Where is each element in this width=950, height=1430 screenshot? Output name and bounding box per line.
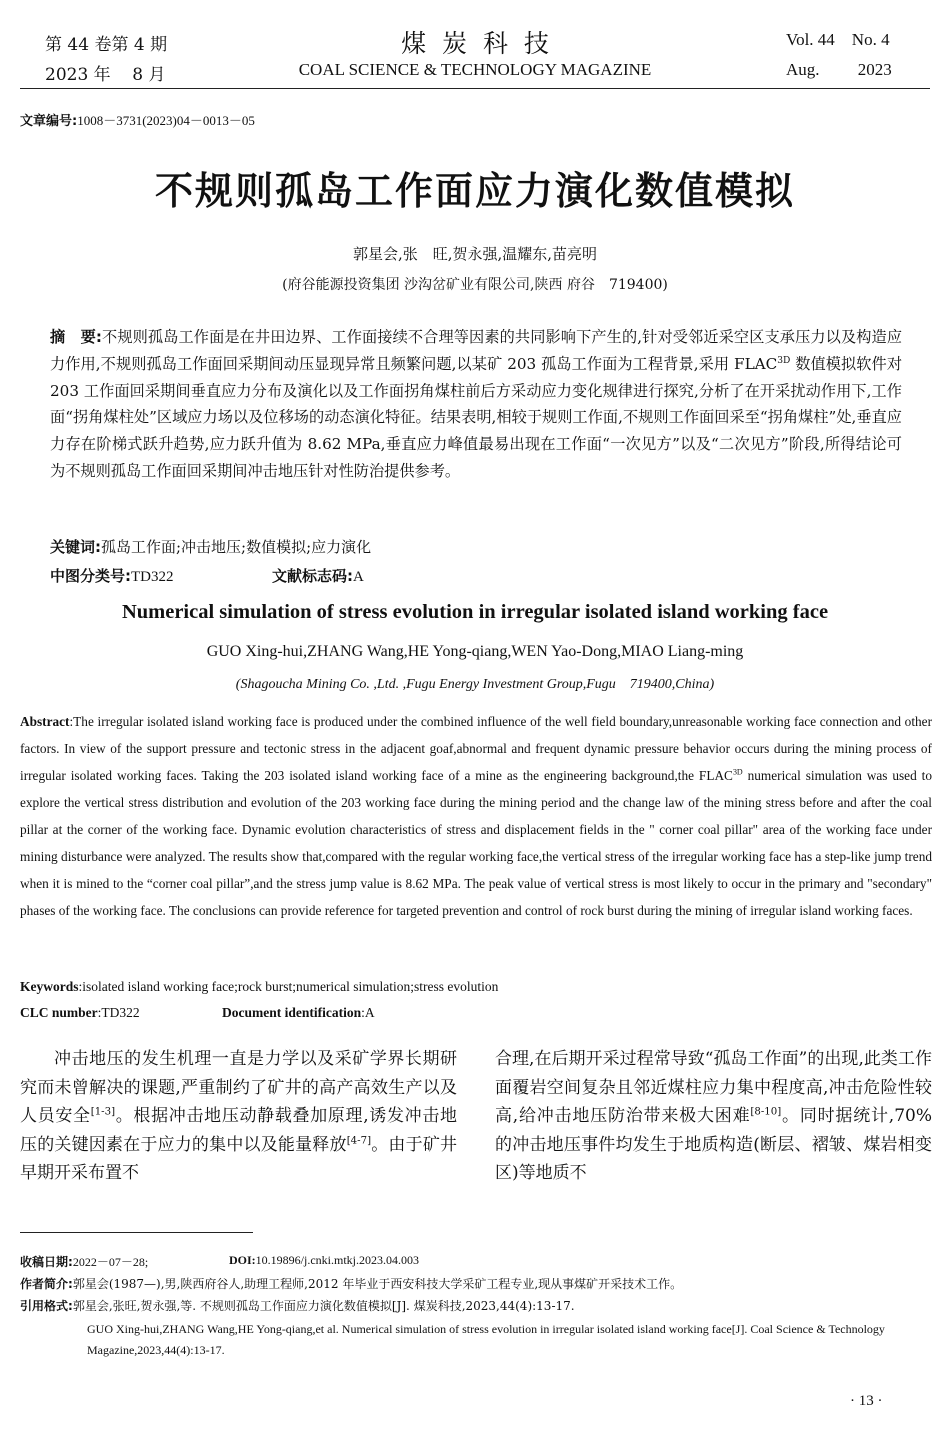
doc-id-en-value: :A [361, 1005, 375, 1020]
body-left-text-3: 。由于矿井早期开采布置不 [20, 1134, 458, 1183]
keywords-en [20, 979, 498, 995]
authors-cn: 郭星会,张 旺,贺永强,温耀东,苗亮明 [352, 245, 598, 263]
abstract-cn-label: 摘 要: [50, 328, 102, 346]
body-left-text-2: 。根据冲击地压动静载叠加原理,诱发冲击地压的关键因素在于应力的集中以及能量释放 [20, 1106, 458, 1155]
article-number-value: 1008－3731(2023)04－0013－05 [77, 113, 255, 128]
citation-ref: [1-3] [90, 1106, 116, 1118]
clc-en-value: :TD322 [97, 1005, 140, 1020]
footnote-cite-cn [20, 1297, 575, 1314]
footnote-cite-en: GUO Xing-hui,ZHANG Wang,HE Yong-qiang,et al. Numerical simulation of stress evolution in irregular isolated island working face[J]. Coal Science & Technology Magazine,2023,44(4):13-17. [87, 1322, 885, 1357]
doc-id-cn-value: A [353, 569, 364, 585]
clc-en [20, 1005, 140, 1021]
body-right-text-1: 合理,在后期开采过程常导致“孤岛工作面”的出现,此类工作面覆岩空间复杂且邻近煤柱应力集中程度高,冲击危险性较高,给冲击地压防治带来极大困难 [495, 1049, 932, 1126]
footnote-bio [20, 1275, 682, 1292]
title-cn: 不规则孤岛工作面应力演化数值模拟 [154, 169, 795, 213]
header-date-en: Aug. 2023 [786, 60, 892, 79]
page-number: · 13 · [850, 1393, 883, 1409]
keywords-cn-value: 孤岛工作面;冲击地压;数值模拟;应力演化 [101, 538, 372, 556]
affiliation-en: (Shagoucha Mining Co. ,Ltd. ,Fugu Energy Investment Group,Fugu 719400,China) [235, 677, 715, 692]
footnote-rule [20, 1232, 253, 1233]
journal-name-cn: 煤 炭 科 技 [401, 29, 549, 58]
body-column-right [495, 1045, 932, 1188]
header-volume-en: Vol. 44 No. 4 [786, 30, 890, 49]
article-number [20, 110, 255, 129]
citation-ref: [4-7] [346, 1134, 372, 1146]
doc-id-cn-label: 文献标志码: [272, 567, 353, 585]
header-rule [20, 88, 930, 89]
clc-cn-label: 中图分类号: [50, 567, 131, 585]
abstract-cn-sup: 3D [777, 355, 791, 366]
received-label: 收稿日期: [20, 1255, 73, 1269]
abstract-en-label: Abstract [20, 714, 70, 729]
footnote-received [20, 1253, 148, 1270]
title-en: Numerical simulation of stress evolution in irregular isolated island working face [121, 601, 829, 623]
body-column-left [20, 1045, 457, 1188]
clc-en-label: CLC number [20, 1005, 98, 1020]
abstract-en-text-2: numerical simulation was used to explore the vertical stress distribution and evolution of the 203 working face during the mining period and the change law of the mining stress before and after the coal pillar at the corner of the working face. Dynamic evolution characteristics of stress and displacement fields in the " corner coal pillar" area of the working face under mining disturbance were analyzed. The results show that,compared with the regular working face,the vertical stress of the irregular working face has a step-like jump trend when it is mined to the “corner coal pillar”,and the stress jump value is 8.62 MPa. The peak value of vertical stress is most likely to occur in the primary and "secondary" phases of the working face. The conclusions can provide reference for targeted prevention and control of rock burst during the mining of irregular island working faces. [20, 768, 932, 918]
received-date: 2022－07－28; [72, 1255, 149, 1269]
abstract-cn-text-2: 数值模拟软件对 203 工作面回采期间垂直应力分布及演化以及工作面拐角煤柱前后方采动应力变化规律进行探究,分析了在开采扰动作用下,工作面“拐角煤柱处”区域应力场以及位移场的动态演化特征。结果表明,相较于规则工作面,不规则工作面回采至“拐角煤柱”处,垂直应力存在阶梯式跃升趋势,应力跃升值为 8.62 MPa,垂直应力峰值最易出现在工作面“一次见方”以及“二次见方”阶段,所得结论可为不规则孤岛工作面回采期间冲击地压针对性防治提供参考。 [50, 354, 903, 480]
footnote-doi [229, 1253, 419, 1268]
cite-cn-text: 郭星会,张旺,贺永强,等. 不规则孤岛工作面应力演化数值模拟[J]. 煤炭科技,2023,44(4):13-17. [72, 1299, 575, 1313]
doi-label: DOI: [229, 1253, 256, 1267]
doc-id-cn [272, 565, 364, 586]
abstract-en-sup: 3D [732, 767, 743, 777]
bio-label: 作者简介: [20, 1277, 73, 1291]
affiliation-cn: (府谷能源投资集团 沙沟岔矿业有限公司,陕西 府谷 719400) [282, 277, 668, 293]
clc-cn [50, 565, 174, 586]
header-volume-cn: 第 44 卷第 4 期 [45, 35, 168, 55]
bio-text: 郭星会(1987—),男,陕西府谷人,助理工程师,2012 年毕业于西安科技大学采矿工程专业,现从事煤矿开采技术工作。 [72, 1277, 683, 1291]
clc-cn-value: TD322 [131, 569, 174, 585]
abstract-en [20, 708, 932, 924]
abstract-cn-text-1: 不规则孤岛工作面是在井田边界、工作面接续不合理等因素的共同影响下产生的,针对受邻近采空区支承压力以及构造应力作用,不规则孤岛工作面回采期间动压显现异常且频繁问题,以某矿 203 孤岛工作面为工程背景,采用 FLAC [50, 328, 903, 373]
keywords-cn [50, 536, 371, 557]
doc-id-en [222, 1005, 375, 1021]
doc-id-en-label: Document identification [222, 1005, 362, 1020]
abstract-en-text-1: :The irregular isolated island working face is produced under the combined influence of the well field boundary,unreasonable working face connection and other factors. In view of the support pressure and tectonic stress in the adjacent goaf,abnormal and frequent dynamic pressure behavior occurs during the mining process of irregular isolated working faces. Taking the 203 isolated island working face of a mine as the engineering background,the FLAC [20, 714, 932, 783]
citation-ref: [8-10] [750, 1106, 782, 1118]
keywords-en-value: :isolated island working face;rock burst;numerical simulation;stress evolution [78, 979, 499, 994]
keywords-en-label: Keywords [20, 979, 79, 994]
body-left-text-1: 冲击地压的发生机理一直是力学以及采矿学界长期研究而未曾解决的课题,严重制约了矿井的高产高效生产以及人员安全 [20, 1049, 457, 1126]
journal-name-en: COAL SCIENCE & TECHNOLOGY MAGAZINE [298, 60, 652, 79]
keywords-cn-label: 关键词: [50, 538, 101, 556]
article-number-label: 文章编号: [20, 114, 78, 129]
header-date-cn: 2023 年 8 月 [45, 65, 166, 85]
authors-en: GUO Xing-hui,ZHANG Wang,HE Yong-qiang,WEN Yao-Dong,MIAO Liang-ming [206, 643, 744, 660]
cite-label: 引用格式: [20, 1299, 73, 1313]
doi-value[interactable]: 10.19896/j.cnki.mtkj.2023.04.003 [255, 1253, 420, 1267]
abstract-cn [50, 324, 902, 485]
body-right-text-2: 。同时据统计,70% 的冲击地压事件均发生于地质构造(断层、褶皱、煤岩相变区)等地质不 [495, 1106, 932, 1183]
